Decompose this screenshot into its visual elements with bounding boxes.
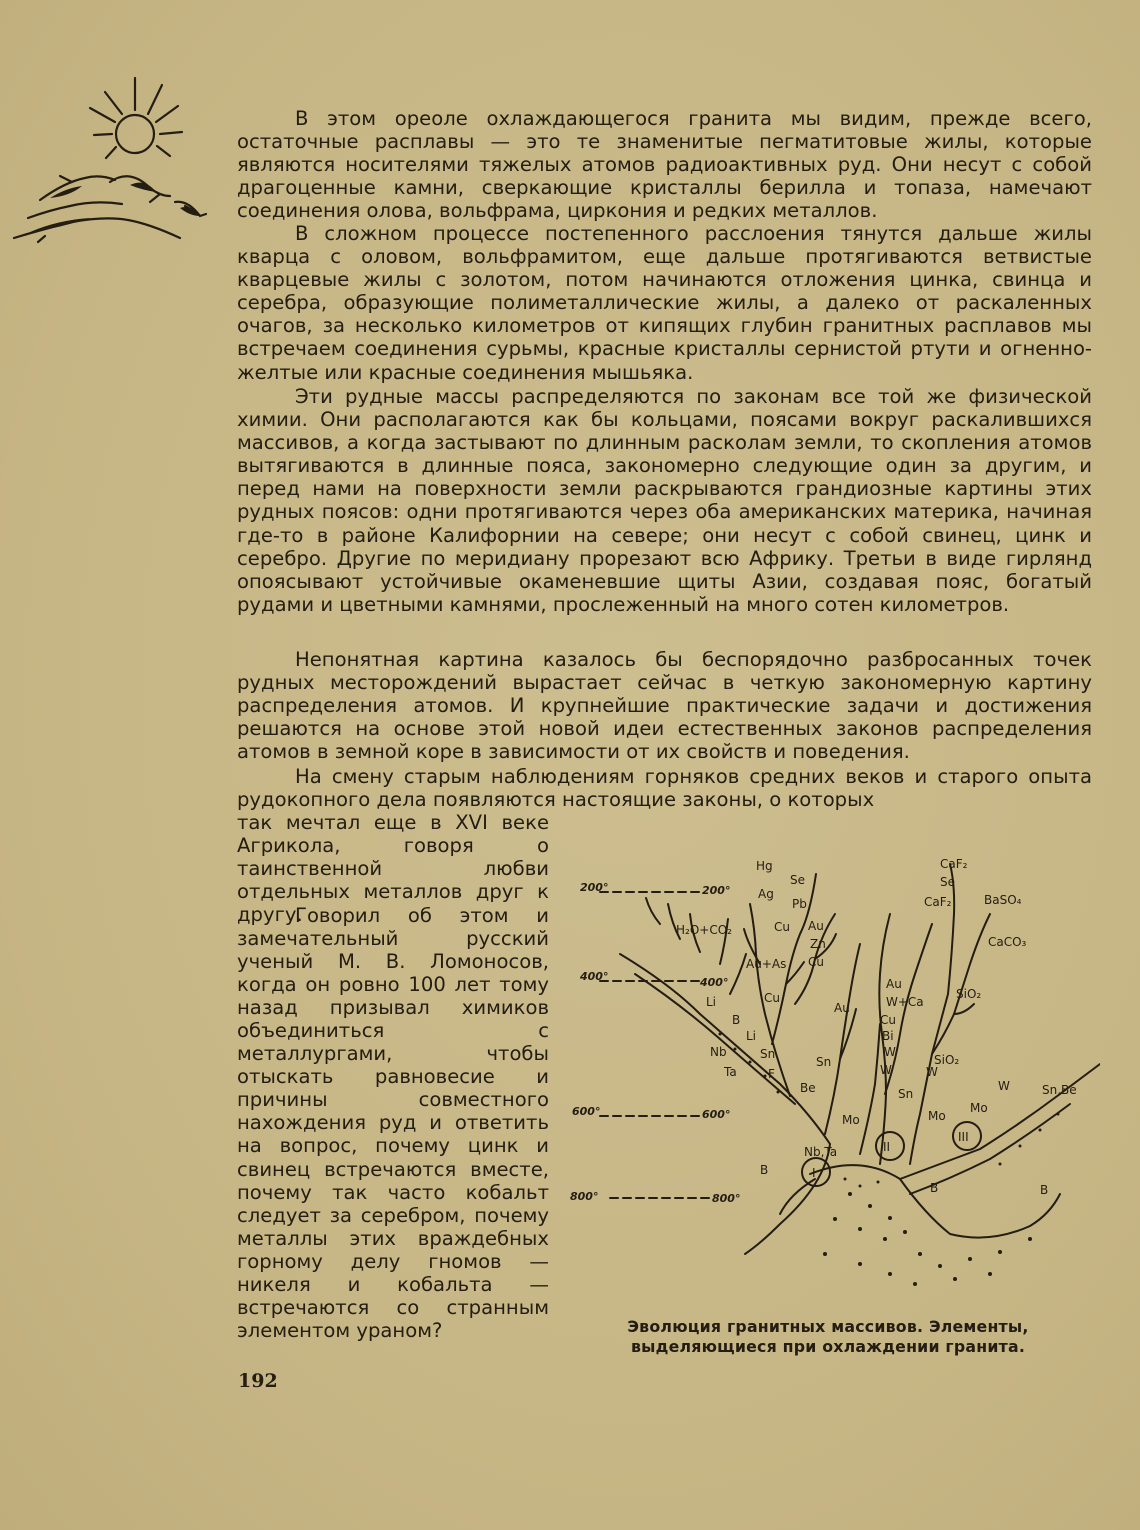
svg-text:Sn: Sn (816, 1055, 832, 1069)
svg-text:400°: 400° (700, 976, 729, 989)
svg-text:Au+As: Au+As (746, 957, 787, 971)
svg-text:CaCO₃: CaCO₃ (988, 935, 1027, 949)
svg-text:F: F (768, 1067, 775, 1081)
svg-text:W: W (884, 1045, 896, 1059)
svg-text:600°: 600° (572, 1105, 601, 1118)
svg-text:Cu: Cu (774, 920, 790, 934)
narrow-paragraph-2: Говорил об этом и замечательный русский ученый М. В. Ломоносов, когда он ровно 100 лет тому назад призывал химиков объединиться с металлургами, чтобы отыскать равновесие и причины совместного нахождения руд и ответить на вопрос, почему цинк и свинец встречаются вместе, почему так часто кобальт следует за серебром, почему металлы этих враждебных горному делу гномов — никеля и кобальта — встречаются со странным элементом ураном? (237, 904, 549, 1342)
svg-text:B: B (760, 1163, 769, 1177)
svg-text:W: W (998, 1079, 1010, 1093)
svg-text:Sn: Sn (898, 1087, 914, 1101)
svg-text:800°: 800° (570, 1190, 599, 1203)
svg-text:Mo: Mo (928, 1109, 946, 1123)
svg-text:200°: 200° (580, 881, 609, 894)
paragraph-2: В сложном процессе постепенного расслоения тянутся дальше жилы кварца с оловом, вольфрамитом, еще дальше протягиваются ветвистые кварцевые жилы с золотом, потом начинаются отложения цинка, свинца и серебра, образующие полиметаллические жилы, а далеко от раскаленных очагов, за несколько километров от кипящих глубин гранитных расплавов мы встречаем соединения сурьмы, красные кристаллы сернистой ртути и огненно-желтые или красные соединения мышьяка. (237, 222, 1092, 384)
svg-text:W+Ca: W+Ca (886, 995, 924, 1009)
svg-text:Pb: Pb (792, 897, 807, 911)
svg-text:Li: Li (706, 995, 717, 1009)
paragraph-1: В этом ореоле охлаждающегося гранита мы видим, прежде всего, остаточные расплавы — это те знаменитые пегматитовые жилы, которые являются носителями тяжелых атомов радиоактивных руд. Они несут с собой драгоценные камни, сверкающие кристаллы берилла и топаза, намечают соединения олова, вольфрама, циркония и редких металлов. (237, 107, 1092, 223)
svg-text:SiO₂: SiO₂ (956, 987, 982, 1001)
svg-text:Mo: Mo (842, 1113, 860, 1127)
svg-text:Au: Au (834, 1001, 850, 1015)
paragraph-5: На смену старым наблюдениям горняков средних веков и старого опыта рудокопного дела появляются настоящие законы, о которых (237, 765, 1092, 812)
paragraph-3: Эти рудные массы распределяются по законам все той же физической химии. Они располагаются как бы кольцами, поясами вокруг раскалившихся массивов, а когда застывают по длинным расколам земли, то скопления атомов вытягиваются в длинные пояса, закономерно следующие один за другим, и перед нами на поверхности земли раскрываются грандиозные картины этих рудных поясов: одни протягиваются через оба американских материка, начиная где-то в районе Калифорнии на севере; они несут с собой свинец, цинк и серебро. Другие по меридиану прорезают всю Африку. Третьи в виде гирлянд опоясывают устойчивые окаменевшие щиты Азии, создавая пояс, богатый рудами и цветными камнями, прослеженный на много сотен километров. (237, 385, 1092, 616)
svg-text:Nb: Nb (710, 1045, 727, 1059)
svg-text:CaF₂: CaF₂ (940, 857, 968, 871)
svg-text:Ag: Ag (758, 887, 774, 901)
svg-text:B: B (930, 1181, 939, 1195)
svg-text:B: B (1040, 1183, 1049, 1197)
svg-text:W: W (926, 1065, 938, 1079)
svg-text:Cu: Cu (880, 1013, 896, 1027)
svg-text:Au: Au (886, 977, 902, 991)
figure-caption: Эволюция гранитных массивов. Элементы, выделяющиеся при охлаждении гранита. (627, 1317, 1029, 1356)
paragraph-4: Непонятная картина казалось бы беспорядочно разбросанных точек рудных месторождений вырастает сейчас в четкую закономерную картину распределения атомов. И крупнейшие практические задачи и достижения решаются на основе этой новой идеи естественных законов распределения атомов в земной коре в зависимости от их свойств и поведения. (237, 648, 1092, 764)
svg-text:III: III (958, 1130, 969, 1144)
svg-text:Mo: Mo (970, 1101, 988, 1115)
narrow-paragraph-1: так мечтал еще в XVI веке Агрикола, говоря о таинственной любви отдельных металлов друг к другу. (237, 811, 549, 927)
svg-text:W: W (880, 1063, 892, 1077)
svg-text:600°: 600° (702, 1108, 731, 1121)
svg-text:Au: Au (808, 919, 824, 933)
svg-text:800°: 800° (712, 1192, 741, 1205)
svg-text:CaF₂: CaF₂ (924, 895, 952, 909)
svg-text:Be: Be (800, 1081, 816, 1095)
svg-text:Sn: Sn (760, 1047, 776, 1061)
svg-text:II: II (883, 1140, 891, 1154)
granite-evolution-figure (560, 834, 1100, 1310)
svg-text:Cu: Cu (808, 955, 824, 969)
svg-text:Hg: Hg (756, 859, 773, 873)
svg-text:Se: Se (940, 875, 955, 889)
svg-text:Sn,Be: Sn,Be (1042, 1083, 1077, 1097)
svg-text:Bi: Bi (882, 1029, 894, 1043)
svg-text:200°: 200° (702, 884, 731, 897)
svg-text:Cu: Cu (764, 991, 780, 1005)
svg-text:B: B (732, 1013, 741, 1027)
svg-text:Li: Li (746, 1029, 757, 1043)
svg-text:Ta: Ta (724, 1065, 737, 1079)
svg-text:BaSO₄: BaSO₄ (984, 893, 1022, 907)
svg-text:400°: 400° (580, 970, 609, 983)
svg-text:Zn: Zn (810, 937, 826, 951)
svg-text:I: I (812, 1166, 816, 1180)
page-number: 192 (238, 1370, 278, 1392)
svg-text:SiO₂: SiO₂ (934, 1053, 960, 1067)
svg-text:Se: Se (790, 873, 805, 887)
sun-mountains-vignette (10, 70, 215, 250)
svg-text:H₂O+CO₂: H₂O+CO₂ (676, 923, 732, 937)
svg-text:Nb,Ta: Nb,Ta (804, 1145, 838, 1159)
